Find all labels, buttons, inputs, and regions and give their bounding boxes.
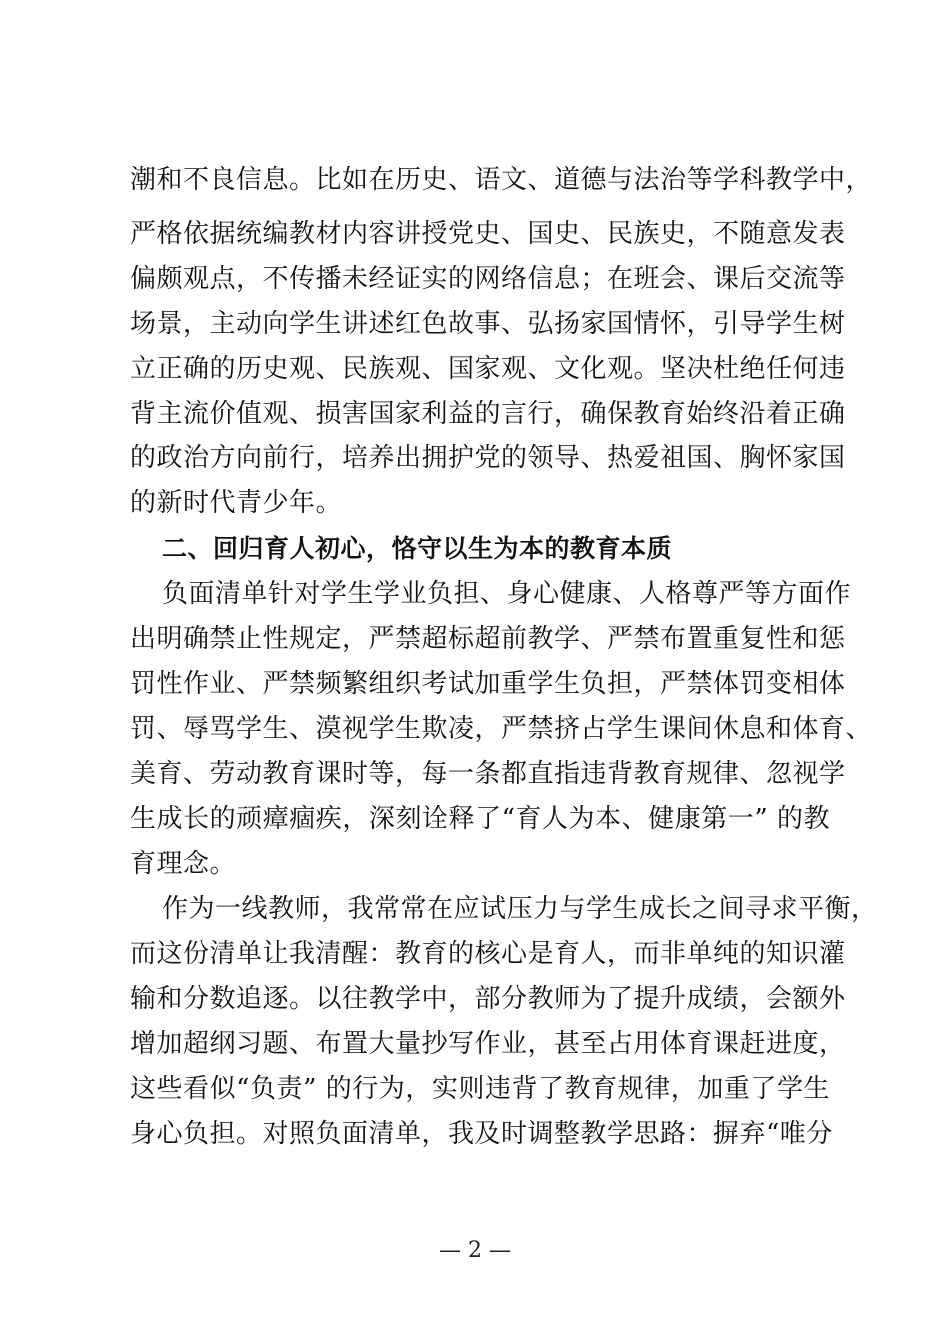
- body-text-line: 而这份清单让我清醒：教育的核心是育人，而非单纯的知识灌: [130, 939, 846, 969]
- body-text-line: 作为一线教师，我常常在应试压力与学生成长之间寻求平衡，: [162, 894, 878, 924]
- body-text-line: 罚、辱骂学生、漠视学生欺凌，严禁挤占学生课间休息和体育、: [130, 714, 873, 744]
- body-text-line: 的新时代青少年。: [130, 488, 343, 518]
- body-text-line: 的政治方向前行，培养出拥护党的领导、热爱祖国、胸怀家国: [130, 443, 846, 473]
- body-text-line: 这些看似“负责” 的行为，实则违背了教育规律，加重了学生: [130, 1074, 830, 1104]
- body-text-line: 输和分数追逐。以往教学中，部分教师为了提升成绩，会额外: [130, 984, 846, 1014]
- body-text-line: 生成长的顽瘴痼疾，深刻诠释了“育人为本、健康第一” 的教: [130, 804, 830, 834]
- body-text-line: 场景，主动向学生讲述红色故事、弘扬家国情怀，引导学生树: [130, 309, 846, 339]
- body-text-line: 增加超纲习题、布置大量抄写作业，甚至占用体育课赶进度，: [130, 1029, 846, 1059]
- body-text-line: 偏颇观点，不传播未经证实的网络信息；在班会、课后交流等: [130, 264, 846, 294]
- body-text-line: 立正确的历史观、民族观、国家观、文化观。坚决杜绝任何违: [130, 354, 846, 384]
- body-text-line: 罚性作业、严禁频繁组织考试加重学生负担，严禁体罚变相体: [130, 669, 846, 699]
- body-text-line: 出明确禁止性规定，严禁超标超前教学、严禁布置重复性和惩: [130, 624, 846, 654]
- body-text-line: 严格依据统编教材内容讲授党史、国史、民族史，不随意发表: [130, 219, 846, 249]
- body-text-line: 美育、劳动教育课时等，每一条都直指违背教育规律、忽视学: [130, 759, 846, 789]
- body-text-line: 负面清单针对学生学业负担、身心健康、人格尊严等方面作: [162, 579, 852, 609]
- page-number: — 2 —: [439, 1238, 511, 1263]
- section-heading: 二、回归育人初心，恪守以生为本的教育本质: [162, 534, 673, 563]
- body-text-line: 身心负担。对照负面清单，我及时调整教学思路：摒弃“唯分: [130, 1119, 833, 1149]
- body-text-line: 育理念。: [130, 849, 237, 879]
- body-text-line: 潮和不良信息。比如在历史、语文、道德与法治等学科教学中，: [130, 165, 873, 195]
- body-text-line: 背主流价值观、损害国家利益的言行，确保教育始终沿着正确: [130, 399, 846, 429]
